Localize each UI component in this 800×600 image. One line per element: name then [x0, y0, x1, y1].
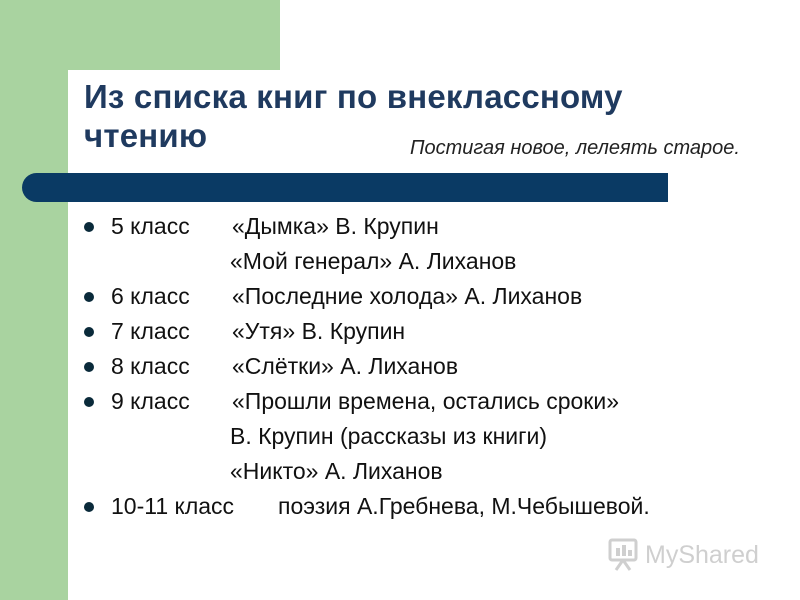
- bullet-icon: [84, 502, 94, 512]
- top-green-band: [0, 0, 280, 70]
- book-entry: «Никто» А. Лиханов: [230, 458, 443, 484]
- book-entry: «Прошли времена, остались сроки»: [232, 388, 619, 414]
- book-entry: «Мой генерал» А. Лиханов: [230, 248, 517, 274]
- slide-subtitle: Постигая новое, лелеять старое.: [410, 137, 740, 159]
- book-entry: «Слётки» А. Лиханов: [232, 353, 459, 379]
- title-divider-bar: [22, 173, 668, 202]
- bullet-icon: [84, 397, 94, 407]
- book-entry: «Последние холода» А. Лиханов: [232, 283, 583, 309]
- bullet-icon: [84, 327, 94, 337]
- grade-label: 9 класс: [111, 388, 190, 414]
- title-line-1: Из списка книг по внеклассному: [84, 78, 623, 115]
- bullet-icon: [84, 292, 94, 302]
- grade-label: 5 класс: [111, 213, 190, 239]
- book-entry: поэзия А.Гребнева, М.Чебышевой.: [278, 493, 650, 519]
- book-entry: В. Крупин (рассказы из книги): [230, 423, 548, 449]
- title-line-2: чтению: [84, 116, 208, 154]
- bullet-icon: [84, 362, 94, 372]
- book-entry: «Утя» В. Крупин: [232, 318, 406, 344]
- presentation-icon: [607, 538, 639, 572]
- grade-label: 8 класс: [111, 353, 190, 379]
- watermark-logo: [607, 538, 759, 572]
- grade-label: 6 класс: [111, 283, 190, 309]
- book-entry: «Дымка» В. Крупин: [232, 213, 439, 239]
- left-green-band: [0, 0, 68, 600]
- bullet-icon: [84, 222, 94, 232]
- grade-label: 7 класс: [111, 318, 190, 344]
- watermark-text: MyShared: [645, 540, 759, 569]
- grade-label: 10-11 класс: [111, 493, 235, 519]
